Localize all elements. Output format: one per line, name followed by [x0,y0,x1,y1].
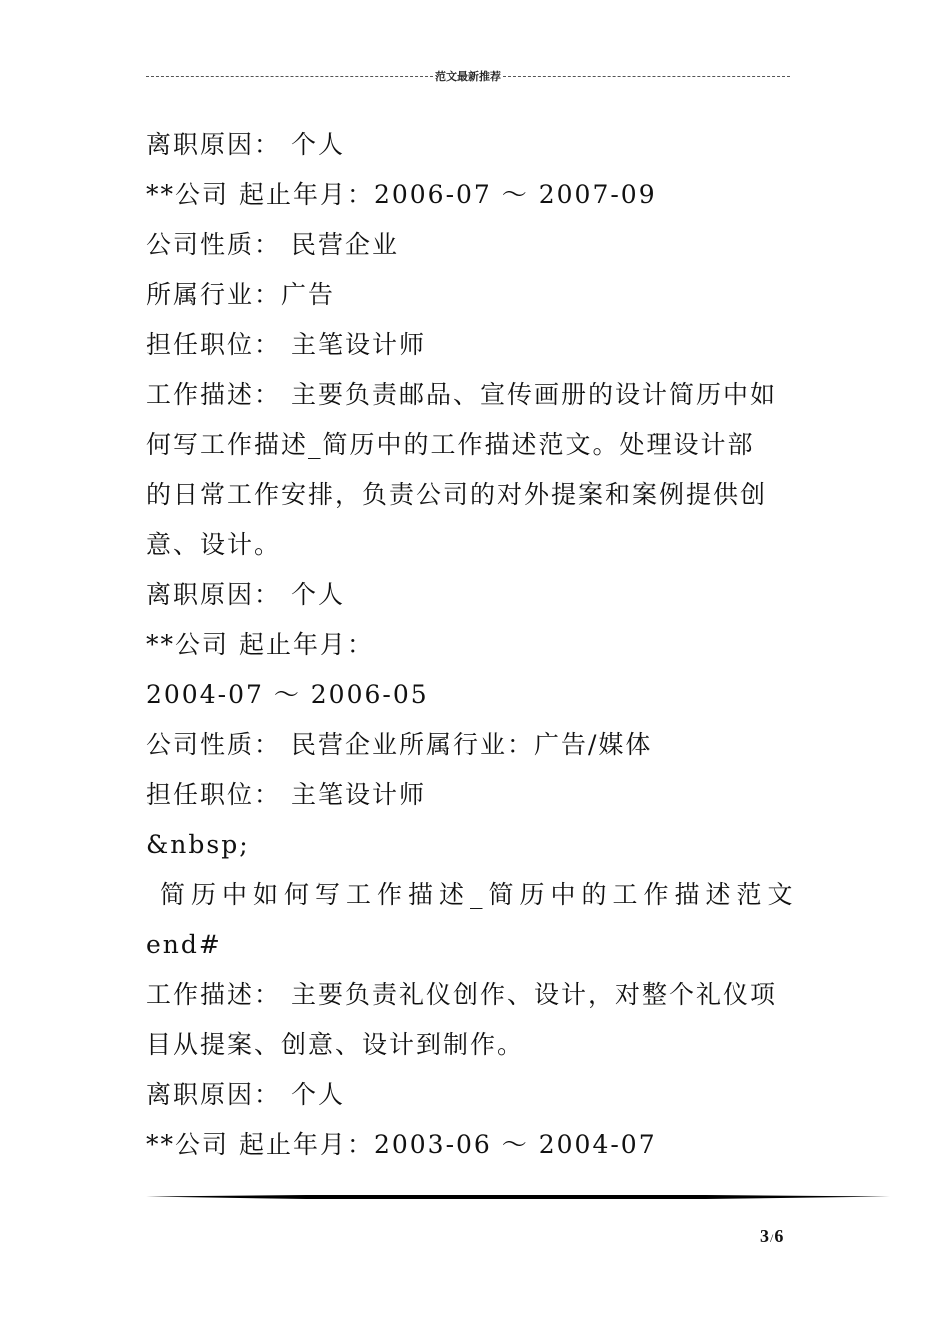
header-dash-left [146,76,433,77]
text-line: 何写工作描述_简历中的工作描述范文。处理设计部 [146,430,755,459]
text-line: **公司 起止年月： [146,630,374,659]
page-total: 6 [774,1226,784,1246]
footer-rule [146,1194,890,1200]
text-line: 目从提案、创意、设计到制作。 [146,1030,525,1059]
header-dash-right [503,76,790,77]
text-line: 所属行业：广告 [146,280,336,309]
text-line: **公司 起止年月：2006-07 ～ 2007-09 [146,180,657,209]
text-line: 的日常工作安排，负责公司的对外提案和案例提供创 [146,480,768,509]
text-line: 担任职位： 主笔设计师 [146,780,426,809]
document-body [146,120,811,1170]
text-line: 公司性质： 民营企业所属行业：广告/媒体 [146,730,653,759]
text-line: 公司性质： 民营企业 [146,230,399,259]
text-line: &nbsp; [146,830,250,859]
header-title: 范文最新推荐 [435,70,501,83]
footer-rule-shape [146,1194,890,1200]
page-separator: / [770,1231,774,1245]
page-header [146,66,790,86]
text-line: 离职原因： 个人 [146,130,345,159]
page-number [760,1226,820,1247]
text-line: end# [146,930,222,959]
text-line: 离职原因： 个人 [146,1080,345,1109]
page-current: 3 [760,1226,769,1246]
text-line: 担任职位： 主笔设计师 [146,330,426,359]
text-line: 工作描述： 主要负责邮品、宣传画册的设计简历中如 [146,380,777,409]
text-line: 意、设计。 [146,530,282,559]
text-line: 离职原因： 个人 [146,580,345,609]
text-line: 工作描述： 主要负责礼仪创作、设计，对整个礼仪项 [146,980,777,1009]
section-title-line: 简历中如何写工作描述_简历中的工作描述范文 [160,880,799,909]
text-line: **公司 起止年月：2003-06 ～ 2004-07 [146,1130,657,1159]
text-line: 2004-07 ～ 2006-05 [146,680,429,709]
